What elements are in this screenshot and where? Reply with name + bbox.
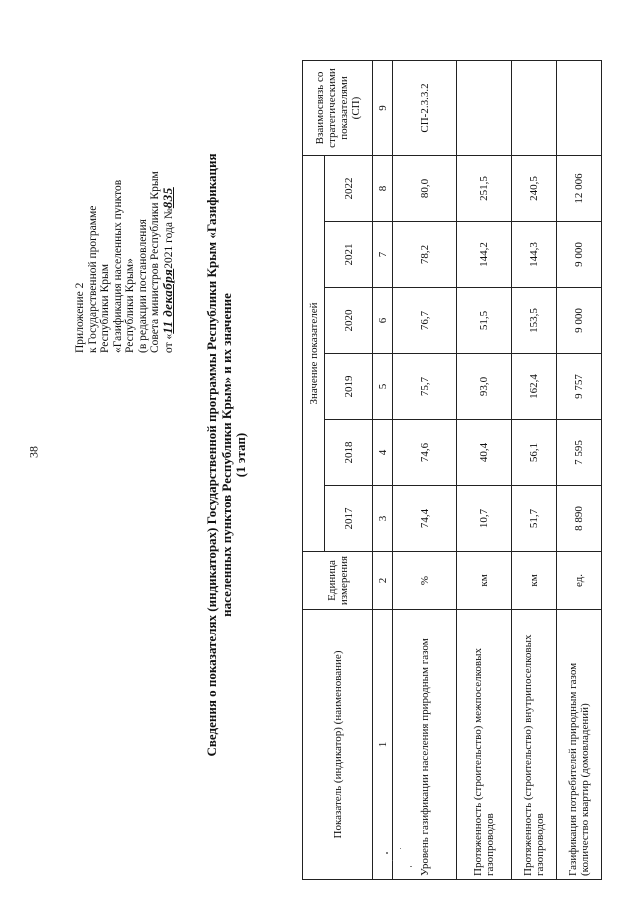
column-number: 6 [373, 288, 393, 354]
row-unit: ед. [557, 552, 602, 610]
handwritten-date: 11 декабря [159, 268, 175, 334]
header-year: 2017 [325, 486, 373, 552]
header-year: 2019 [325, 354, 373, 420]
handwritten-number: 835 [159, 187, 175, 209]
row-value: 93,0 [457, 354, 512, 420]
date-prefix: от « [162, 333, 175, 353]
appendix-line: «Газификация населенных пунктов [111, 179, 124, 353]
document-heading [205, 75, 249, 835]
header-values-group: Значение показателей [303, 156, 325, 552]
row-link: СП-2.3.3.2 [393, 61, 457, 156]
row-value: 78,2 [393, 222, 457, 288]
row-value: 80,0 [393, 156, 457, 222]
row-value: 8 890 [557, 486, 602, 552]
row-value: 144,2 [457, 222, 512, 288]
row-indicator: Протяженность (строительство) межпоселковых газопроводов [457, 610, 512, 880]
row-indicator: Газификация потребителей природным газом (количество квартир (домовладений) [557, 610, 602, 880]
page-number: 38 [26, 446, 41, 458]
row-value: 74,6 [393, 420, 457, 486]
column-number: 8 [373, 156, 393, 222]
row-unit: км [512, 552, 557, 610]
indicators-table [302, 60, 602, 880]
appendix-line: Республики Крым [99, 264, 111, 353]
appendix-line: Республики Крым» [124, 258, 136, 353]
row-value: 40,4 [457, 420, 512, 486]
appendix-block [74, 33, 175, 353]
header-year: 2020 [325, 288, 373, 354]
row-value: 9 757 [557, 354, 602, 420]
row-indicator: Протяженность (строительство) внутрипоселковых газопроводов [512, 610, 557, 880]
table-row [457, 61, 512, 880]
appendix-line: Совета министров Республики Крым [149, 171, 161, 353]
row-value: 12 006 [557, 156, 602, 222]
row-value: 76,7 [393, 288, 457, 354]
row-value: 56,1 [512, 420, 557, 486]
header-indicator: Показатель (индикатор) (наименование) [303, 610, 373, 880]
row-unit: % [393, 552, 457, 610]
header-year: 2018 [325, 420, 373, 486]
table-row [512, 61, 557, 880]
row-value: 240,5 [512, 156, 557, 222]
column-number: 4 [373, 420, 393, 486]
row-unit: км [457, 552, 512, 610]
column-number: 7 [373, 222, 393, 288]
header-year: 2022 [325, 156, 373, 222]
column-number: 5 [373, 354, 393, 420]
row-value: 51,7 [512, 486, 557, 552]
heading-line: населенных пунктов Республики Крым» и их значение [218, 293, 234, 617]
header-link: Взаимосвязь со стратегическими показателями (СП) [303, 61, 373, 156]
table-row [393, 61, 457, 880]
heading-line: (1 этап) [233, 432, 248, 478]
row-value: 251,5 [457, 156, 512, 222]
heading-line: Сведения о показателях (индикаторах) Государственной программы Республики Крым «Газификация [204, 153, 219, 757]
numbering-row [373, 61, 393, 880]
row-value: 153,5 [512, 288, 557, 354]
row-value: 51,5 [457, 288, 512, 354]
row-indicator: Уровень газификации населения природным газом [393, 610, 457, 880]
date-suffix: 2021 года № [162, 208, 175, 269]
row-value: 9 000 [557, 222, 602, 288]
scan-speck [400, 848, 401, 849]
row-link [557, 61, 602, 156]
scan-speck [392, 860, 393, 861]
table-row [557, 61, 602, 880]
column-number: 1 [373, 610, 393, 880]
appendix-date-line [159, 33, 176, 353]
row-value: 7 595 [557, 420, 602, 486]
header-year: 2021 [325, 222, 373, 288]
appendix-line: Приложение 2 [74, 282, 86, 353]
row-value: 144,3 [512, 222, 557, 288]
appendix-line: (в редакции постановления [136, 219, 149, 353]
column-number: 2 [373, 552, 393, 610]
row-value: 162,4 [512, 354, 557, 420]
header-unit: Единица измерения [303, 552, 373, 610]
scan-speck [410, 866, 412, 867]
column-number: 9 [373, 61, 393, 156]
row-link [457, 61, 512, 156]
row-value: 10,7 [457, 486, 512, 552]
scan-speck [386, 852, 388, 854]
row-value: 75,7 [393, 354, 457, 420]
row-value: 74,4 [393, 486, 457, 552]
appendix-line: к Государственной программе [86, 205, 99, 353]
column-number: 3 [373, 486, 393, 552]
row-value: 9 000 [557, 288, 602, 354]
row-link [512, 61, 557, 156]
